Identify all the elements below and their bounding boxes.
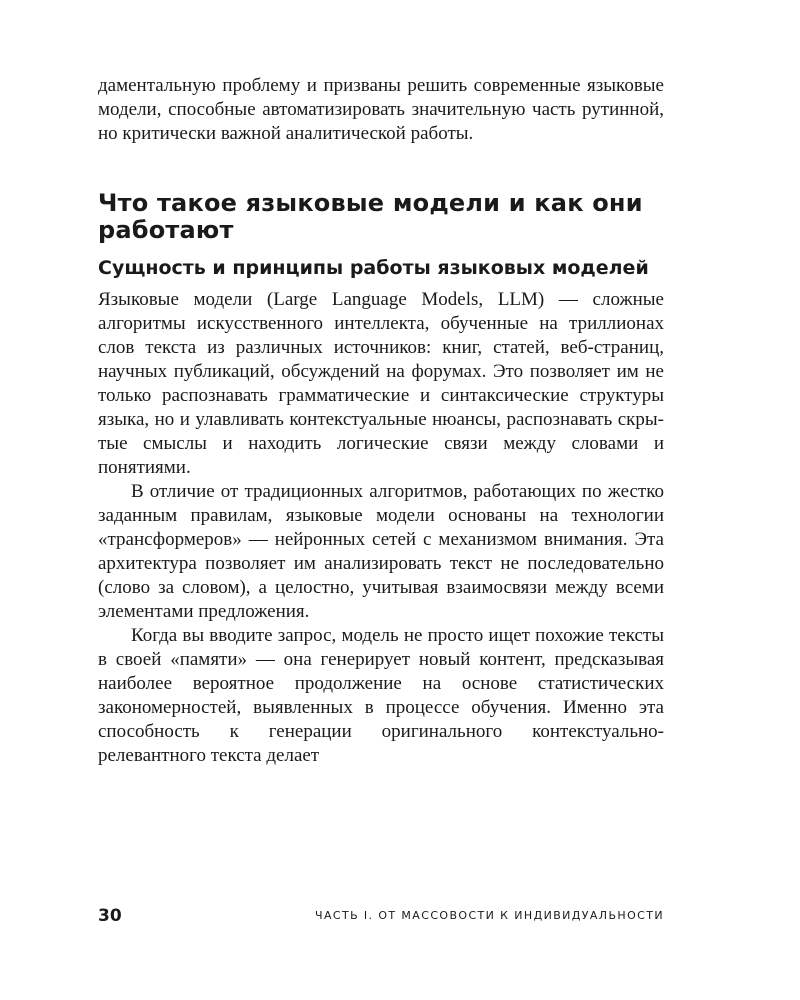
page-content (98, 74, 664, 768)
paragraph-2: В отличие от традиционных алгоритмов, работающих по жестко заданным правилам, языковые модели основаны на технологии «трансформеров» — нейронных сетей с механизмом внимания. Эта архитектура позволяет им анализировать текст не последовательно (слово за словом), а целостно, учитывая взаимосвязи между всеми элементами предложения. (98, 481, 664, 622)
paragraph-3: Когда вы вводите запрос, модель не просто ищет похожие тексты в своей «памяти» — она генерирует новый контент, предсказывая наиболее вероятное продолжение на основе статистических закономерностей, выявленных в процессе обучения. Именно эта способность к генерации оригинального контекстуально-релевантного текста делает (98, 625, 664, 766)
running-head: ЧАСТЬ I. ОТ МАССОВОСТИ К ИНДИВИДУАЛЬНОСТИ (315, 909, 664, 922)
section-heading: Что такое языковые модели и как они работают (98, 189, 643, 244)
continuation-paragraph: даментальную проблему и призваны решить современные языковые модели, способные автоматизировать значительную часть рутинной, но критически важной аналитической работы. (98, 75, 664, 144)
page-number: 30 (98, 906, 122, 926)
subsection-heading: Сущность и принципы работы языковых моделей (98, 257, 649, 279)
page-footer (98, 906, 664, 926)
paragraph-1: Языковые модели (Large Language Models, LLM) — сложные алгоритмы искусственного интеллекта, обученные на триллионах слов текста из различных источников: книг, статей, веб-страниц, научных публикаций, обсуждений на форумах. Это позволяет им не только распознавать грамматические и синтаксические структуры языка, но и улавливать контекстуальные нюансы, распознавать скрытые смыслы и находить логические связи между словами и понятиями. (98, 289, 664, 478)
